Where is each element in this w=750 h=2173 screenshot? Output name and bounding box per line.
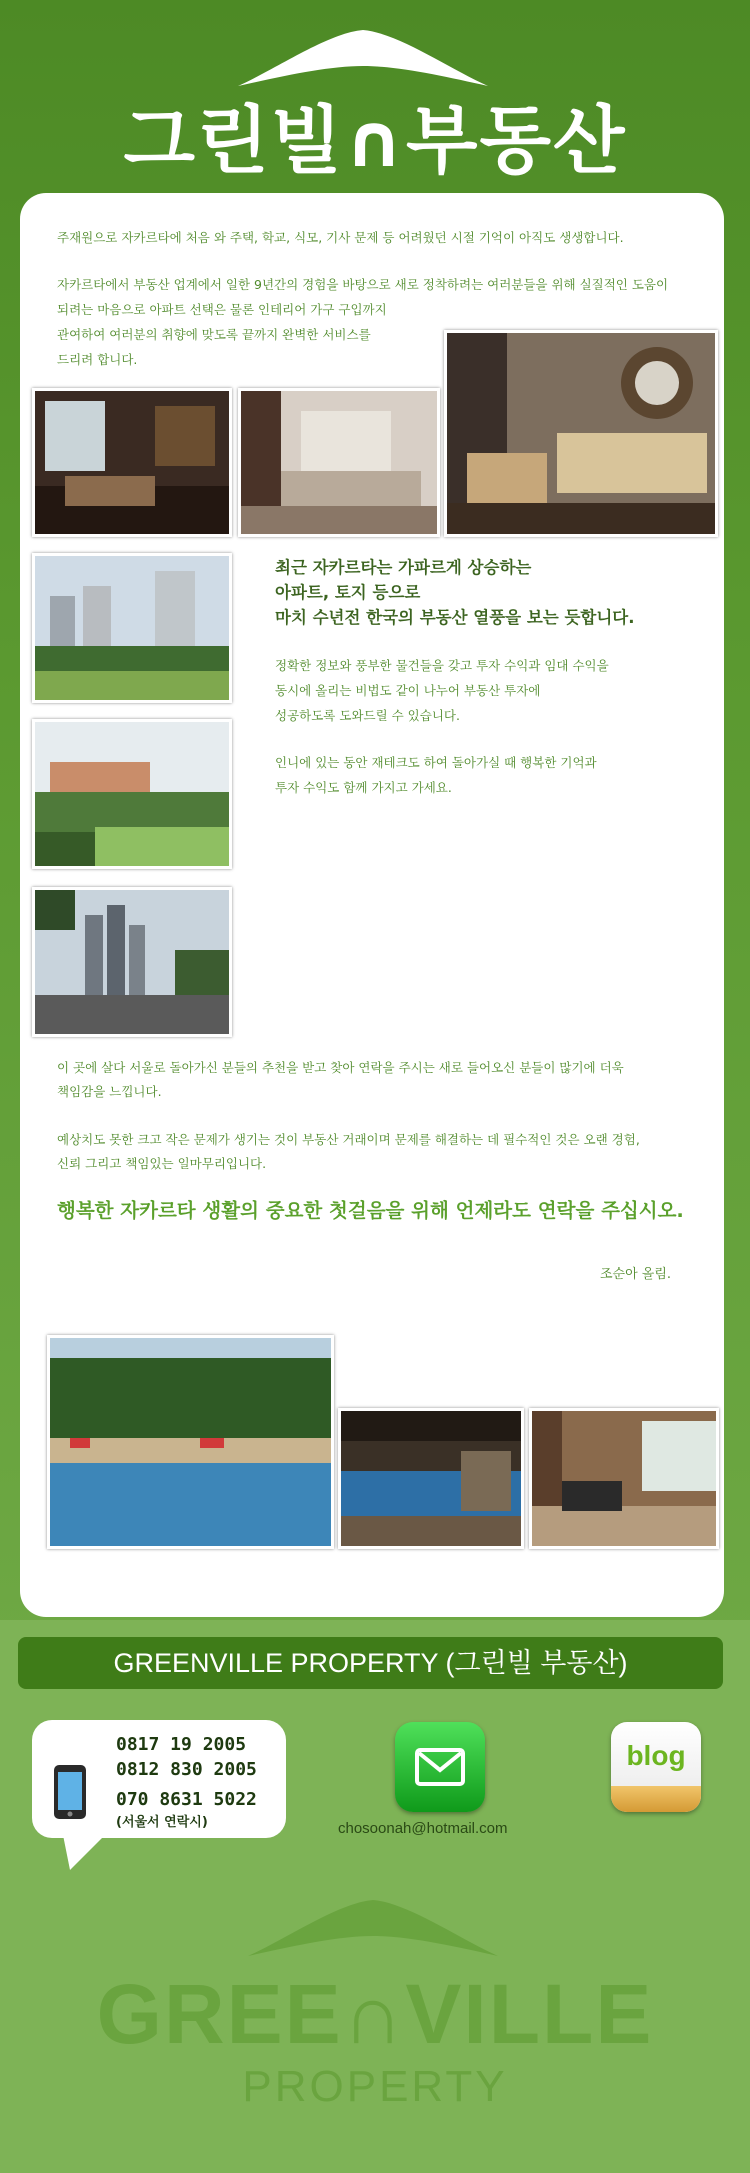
logo-roof-icon — [238, 28, 488, 88]
intro-line: 주재원으로 자카르타에 처음 와 주택, 학교, 식모, 기사 문제 등 어려웠던 시절 기억이 아직도 생생합니다. — [57, 230, 624, 245]
body-line: 투자 수익도 함께 가지고 가세요. — [275, 780, 452, 795]
phone-number[interactable]: 070 8631 5022 — [116, 1789, 257, 1810]
photo-residential — [32, 719, 232, 869]
watermark-roof-icon — [248, 1898, 498, 1958]
photo-gym — [529, 1408, 719, 1549]
intro-line: 자카르타에서 부동산 업계에서 일한 9년간의 경험을 바탕으로 새로 정착하려는 여러분들을 위해 실질적인 도움이 — [57, 277, 669, 292]
bubble-tail — [62, 1830, 110, 1870]
photo-living-room — [32, 388, 232, 537]
photo-skyline — [32, 887, 232, 1037]
body-line: 인니에 있는 동안 재테크도 하여 돌아가실 때 행복한 기억과 — [275, 755, 597, 770]
headline-line: 마치 수년전 한국의 부동산 열풍을 보는 듯합니다. — [275, 608, 635, 627]
company-banner: GREENVILLE PROPERTY (그린빌 부동산) — [18, 1637, 723, 1689]
photo-dining-room — [238, 388, 440, 537]
blog-button[interactable] — [611, 1722, 701, 1812]
body-line: 신뢰 그리고 책임있는 일마무리입니다. — [57, 1156, 267, 1171]
intro-line: 드리려 합니다. — [57, 352, 138, 367]
envelope-icon — [415, 1748, 465, 1786]
email-address[interactable]: chosoonah@hotmail.com — [338, 1820, 508, 1837]
photo-city-golf — [32, 553, 232, 703]
phone-number[interactable]: 0812 830 2005 — [116, 1759, 257, 1780]
body-line: 동시에 올리는 비법도 같이 나누어 부동산 투자에 — [275, 683, 541, 698]
body-line: 책임감을 느낍니다. — [57, 1084, 162, 1099]
photo-pool — [47, 1335, 334, 1549]
headline-line: 최근 자카르타는 가파르게 상승하는 — [275, 558, 532, 577]
photo-lounge — [444, 330, 718, 537]
body-line: 성공하도록 도와드릴 수 있습니다. — [275, 708, 460, 723]
blog-base — [611, 1786, 701, 1812]
logo-text: 그린빌∩부동산 — [123, 98, 627, 184]
body-line: 예상치도 못한 크고 작은 문제가 생기는 것이 부동산 거래이며 문제를 해결하는 데 필수적인 것은 오랜 경험, — [57, 1132, 640, 1147]
email-button[interactable] — [395, 1722, 485, 1812]
headline-line: 아파트, 토지 등으로 — [275, 583, 421, 602]
signature: 조순아 올림. — [600, 1267, 672, 1282]
intro-line: 관여하여 여러분의 취향에 맞도록 끝까지 완벽한 서비스를 — [57, 327, 371, 342]
photo-pool-night — [338, 1408, 524, 1549]
blog-icon: blog — [626, 1740, 686, 1771]
call-to-action: 행복한 자카르타 생활의 중요한 첫걸음을 위해 언제라도 연락을 주십시오. — [57, 1199, 684, 1222]
smartphone-icon — [52, 1763, 88, 1821]
intro-line: 되려는 마음으로 아파트 선택은 물론 인테리어 가구 구입까지 — [57, 302, 387, 317]
body-line: 이 곳에 살다 서울로 돌아가신 분들의 추천을 받고 찾아 연락을 주시는 새로 들어오신 분들이 많기에 더욱 — [57, 1060, 624, 1075]
watermark-subtitle: PROPERTY — [242, 2062, 508, 2111]
watermark-title: GREE∩VILLE — [96, 1967, 654, 2061]
body-line: 정확한 정보와 풍부한 물건들을 갖고 투자 수익과 임대 수익을 — [275, 658, 609, 673]
phone-note: (서울서 연락시) — [116, 1815, 208, 1830]
phone-number[interactable]: 0817 19 2005 — [116, 1734, 247, 1755]
